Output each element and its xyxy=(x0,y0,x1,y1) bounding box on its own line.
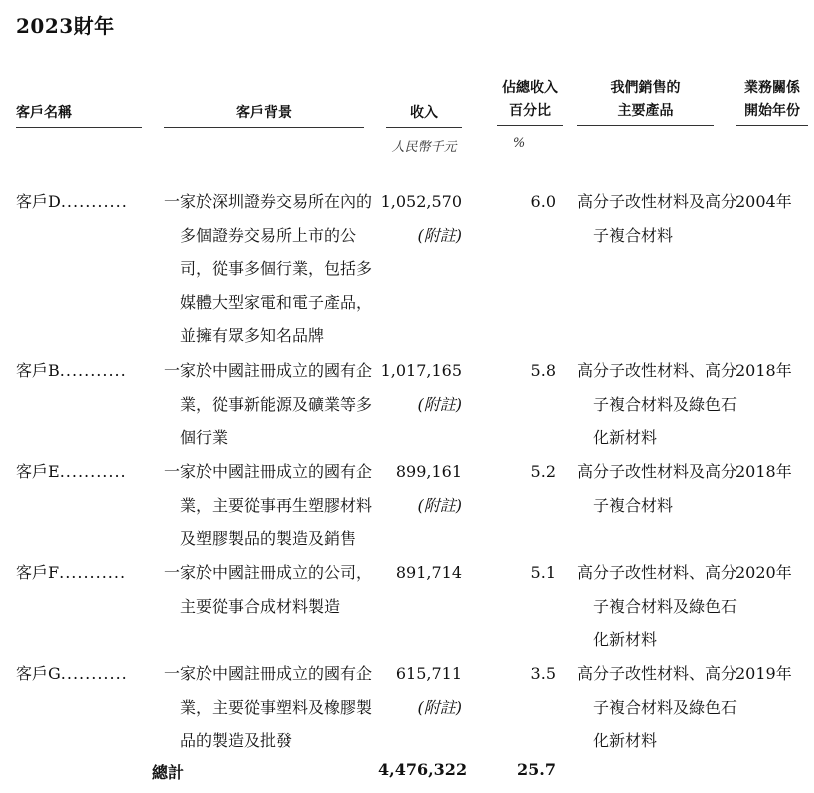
header-year xyxy=(736,77,808,126)
unit-revenue: 人民幣千元 xyxy=(391,140,457,155)
unit-percent: % xyxy=(512,136,526,151)
revenue-note: (附註) xyxy=(417,697,462,717)
background-line: 個行業 xyxy=(180,428,229,447)
leader-dots: ........... xyxy=(60,664,128,683)
customer-background xyxy=(164,354,373,455)
customer-name-cell xyxy=(16,556,146,590)
background-line: 媒體大型家電和電子產品， xyxy=(180,292,373,312)
customer-background xyxy=(164,556,373,623)
total-revenue: 4,476,322 xyxy=(378,760,468,779)
background-line: 業，主要從事再生塑膠材料 xyxy=(180,495,373,515)
background-line: 多個證券交易所上市的公 xyxy=(180,225,357,245)
header-percent xyxy=(497,77,563,126)
products-line: 子複合材料及綠色石 xyxy=(593,596,738,616)
revenue-note: (附註) xyxy=(417,225,462,245)
percent-value: 5.8 xyxy=(530,361,556,380)
background-line: 一家於中國註冊成立的國有企 xyxy=(164,462,373,481)
total-percent: 25.7 xyxy=(517,760,556,779)
revenue-cell xyxy=(378,657,462,724)
revenue-cell xyxy=(378,455,462,522)
start-year: 2018年 xyxy=(735,462,792,481)
percent-value: 5.2 xyxy=(530,462,556,481)
revenue-cell xyxy=(378,185,462,252)
start-year: 2018年 xyxy=(735,361,792,380)
products-line: 子複合材料及綠色石 xyxy=(593,394,738,414)
background-line: 並擁有眾多知名品牌 xyxy=(180,326,325,345)
customer-background xyxy=(164,657,373,758)
customer-name-cell xyxy=(16,354,146,388)
start-year: 2020年 xyxy=(735,563,792,582)
header-products-line2: 主要產品 xyxy=(617,103,674,119)
customer-name-cell xyxy=(16,185,146,219)
customer-name-cell xyxy=(16,657,146,691)
revenue-value: 615,711 xyxy=(395,664,462,683)
products-line: 化新材料 xyxy=(593,731,658,750)
revenue-note: (附註) xyxy=(417,495,462,515)
revenue-cell xyxy=(378,354,462,421)
products-cell xyxy=(577,556,738,657)
revenue-cell xyxy=(378,556,462,590)
header-revenue-text: 收入 xyxy=(410,105,438,121)
products-cell xyxy=(577,657,738,758)
leader-dots: ........... xyxy=(59,361,127,380)
background-line: 品的製造及批發 xyxy=(180,731,293,750)
total-label: 總計 xyxy=(152,763,185,782)
percent-value: 3.5 xyxy=(530,664,556,683)
background-line: 業，從事新能源及礦業等多 xyxy=(180,394,373,414)
leader-dots: ........... xyxy=(60,192,128,211)
revenue-value: 1,052,570 xyxy=(380,192,462,211)
products-line: 子複合材料 xyxy=(593,225,674,245)
background-line: 及塑膠製品的製造及銷售 xyxy=(180,529,357,548)
header-background-text: 客戶背景 xyxy=(236,105,292,121)
background-line: 一家於深圳證券交易所在內的 xyxy=(164,192,373,211)
products-line: 高分子改性材料、高分 xyxy=(577,361,738,380)
leader-dots: ........... xyxy=(59,462,127,481)
products-line: 高分子改性材料及高分 xyxy=(577,462,738,481)
background-line: 一家於中國註冊成立的公司， xyxy=(164,563,373,582)
page-title: 2023財年 xyxy=(16,14,115,38)
customer-background xyxy=(164,185,373,353)
customer-background xyxy=(164,455,373,556)
revenue-value: 1,017,165 xyxy=(380,361,462,380)
percent-value: 5.1 xyxy=(530,563,556,582)
products-line: 子複合材料及綠色石 xyxy=(593,697,738,717)
header-percent-line2: 百分比 xyxy=(509,103,551,119)
customer-name: 客戶B xyxy=(16,361,60,380)
header-products xyxy=(577,77,714,126)
background-line: 業，主要從事塑料及橡膠製 xyxy=(180,697,373,717)
start-year: 2004年 xyxy=(735,192,792,211)
customer-name-cell xyxy=(16,455,146,489)
background-line: 一家於中國註冊成立的國有企 xyxy=(164,664,373,683)
header-background xyxy=(164,102,364,128)
products-line: 高分子改性材料、高分 xyxy=(577,664,738,683)
header-percent-line1: 佔總收入 xyxy=(502,80,558,96)
header-year-line1: 業務關係 xyxy=(744,80,800,96)
products-line: 化新材料 xyxy=(593,630,658,649)
background-line: 一家於中國註冊成立的國有企 xyxy=(164,361,373,380)
products-line: 高分子改性材料及高分 xyxy=(577,192,738,211)
start-year: 2019年 xyxy=(735,664,792,683)
customer-name: 客戶G xyxy=(16,664,61,683)
revenue-value: 899,161 xyxy=(395,462,462,481)
background-line: 主要從事合成材料製造 xyxy=(180,596,341,616)
leader-dots: ........... xyxy=(59,563,127,582)
revenue-note: (附註) xyxy=(417,394,462,414)
products-cell xyxy=(577,354,738,455)
header-year-line2: 開始年份 xyxy=(744,103,800,119)
products-line: 高分子改性材料、高分 xyxy=(577,563,738,582)
revenue-value: 891,714 xyxy=(395,563,462,582)
header-customer-name-text: 客戶名稱 xyxy=(16,105,72,121)
header-customer-name xyxy=(16,102,142,128)
customer-name: 客戶E xyxy=(16,462,60,481)
products-cell xyxy=(577,185,738,252)
header-revenue xyxy=(386,102,462,128)
background-line: 司，從事多個行業，包括多 xyxy=(180,259,373,278)
header-products-line1: 我們銷售的 xyxy=(610,80,681,96)
customer-name: 客戶F xyxy=(16,563,60,582)
products-line: 化新材料 xyxy=(593,428,658,447)
percent-value: 6.0 xyxy=(530,192,556,211)
customer-name: 客戶D xyxy=(16,192,61,211)
products-line: 子複合材料 xyxy=(593,495,674,515)
products-cell xyxy=(577,455,738,522)
